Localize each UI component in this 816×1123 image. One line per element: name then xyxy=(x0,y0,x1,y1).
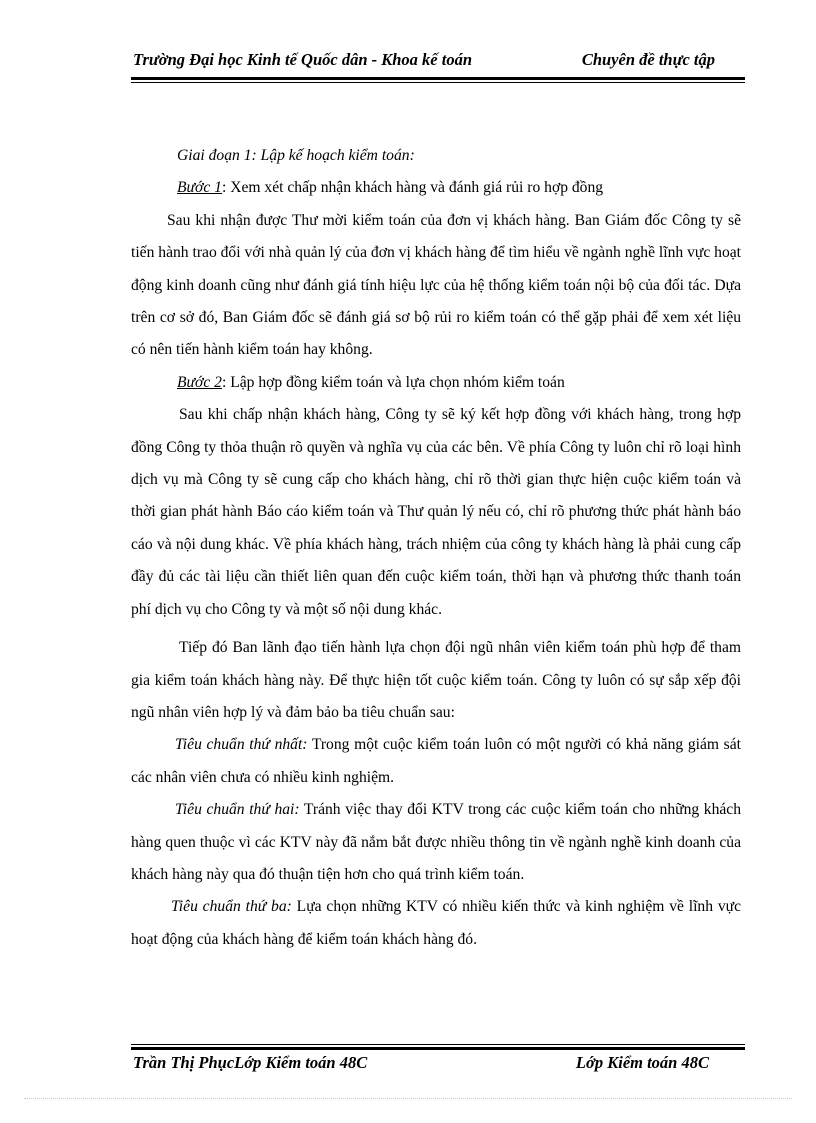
criterion-3-text: Lựa chọn những KTV có nhiều kiến thức và kinh nghiệm về lĩnh vực hoạt động của khách hàng để kiểm toán khách hàng đó. xyxy=(131,898,741,948)
criterion-1 xyxy=(131,729,741,794)
criterion-3 xyxy=(131,891,741,956)
page-bottom-edge xyxy=(24,1098,792,1099)
footer-rule-thick xyxy=(131,1047,745,1050)
header-school: Trường Đại học Kinh tế Quốc dân - Khoa kế toán xyxy=(133,50,473,69)
page-footer xyxy=(131,1053,745,1079)
header-rule-thick xyxy=(131,77,745,80)
step1-text: : Xem xét chấp nhận khách hàng và đánh giá rủi ro hợp đồng xyxy=(221,179,604,197)
paragraph-3: Tiếp đó Ban lãnh đạo tiến hành lựa chọn đội ngũ nhân viên kiểm toán phù hợp để tham gia kiểm toán khách hàng này. Để thực hiện tốt cuộc kiểm toán. Công ty luôn có sự sắp xếp đội ngũ nhân viên hợp lý và đảm bảo ba tiêu chuẩn sau: xyxy=(131,639,741,721)
header-rule-thin xyxy=(131,82,745,83)
step2-label: Bước 2 xyxy=(177,373,222,391)
criterion-1-label: Tiêu chuẩn thứ nhất: xyxy=(175,736,308,754)
stage-title: Giai đoạn 1: Lập kế hoạch kiểm toán: xyxy=(177,147,415,164)
paragraph-1: Sau khi nhận được Thư mời kiểm toán của đơn vị khách hàng. Ban Giám đốc Công ty sẽ tiến hành trao đổi với nhà quản lý của đơn vị khách hàng để tìm hiểu về ngành nghề lĩnh vực hoạt động kinh doanh cũng như đánh giá tính hiệu lực của hệ thống kiểm toán nội bộ của đối tác. Dựa trên cơ sở đó, Ban Giám đốc sẽ đánh giá sơ bộ rủi ro kiểm toán có thể gặp phải để xem xét liệu có nên tiến hành kiểm toán hay không. xyxy=(131,211,741,359)
header-doc-type: Chuyên đề thực tập xyxy=(581,50,715,69)
criterion-2-label: Tiêu chuẩn thứ hai: xyxy=(175,801,300,819)
step2-heading xyxy=(131,367,741,399)
footer-rule-thin xyxy=(131,1044,745,1045)
footer-author: Trần Thị PhụcLớp Kiểm toán 48C xyxy=(133,1053,368,1072)
criterion-2-text: Tránh việc thay đổi KTV trong các cuộc kiểm toán cho những khách hàng quen thuộc vì các KTV này đã nắm bắt được nhiều thông tin về ngành nghề kinh doanh của khách hàng này qua đó thuận tiện hơn cho quá trình kiểm toán. xyxy=(131,801,742,883)
step1-label: Bước 1 xyxy=(177,179,222,197)
criterion-1-text: Trong một cuộc kiểm toán luôn có một người có khả năng giám sát các nhân viên chưa có nhiều kinh nghiệm. xyxy=(131,736,741,786)
criterion-2 xyxy=(131,794,741,891)
paragraph-2: Sau khi chấp nhận khách hàng, Công ty sẽ ký kết hợp đồng với khách hàng, trong hợp đồng Công ty thỏa thuận rõ quyền và nghĩa vụ của các bên. Về phía Công ty luôn chỉ rõ loại hình dịch vụ mà Công ty sẽ cung cấp cho khách hàng, chỉ rõ thời gian thực hiện cuộc kiểm toán và thời gian phát hành Báo cáo kiểm toán và Thư quản lý nếu có, chỉ rõ phương thức phát hành báo cáo và nội dung khác. Về phía khách hàng, trách nhiệm của công ty khách hàng là phải cung cấp đầy đủ các tài liệu cần thiết liên quan đến cuộc kiểm toán, thời hạn và phương thức thanh toán phí dịch vụ cho Công ty và một số nội dung khác. xyxy=(131,406,741,618)
page-header xyxy=(131,50,745,76)
step2-text: : Lập hợp đồng kiểm toán và lựa chọn nhóm kiểm toán xyxy=(221,373,565,391)
footer-class: Lớp Kiểm toán 48C xyxy=(575,1053,709,1072)
page-body xyxy=(131,140,741,956)
criterion-3-label: Tiêu chuẩn thứ ba: xyxy=(171,898,292,916)
step1-heading xyxy=(131,172,741,204)
